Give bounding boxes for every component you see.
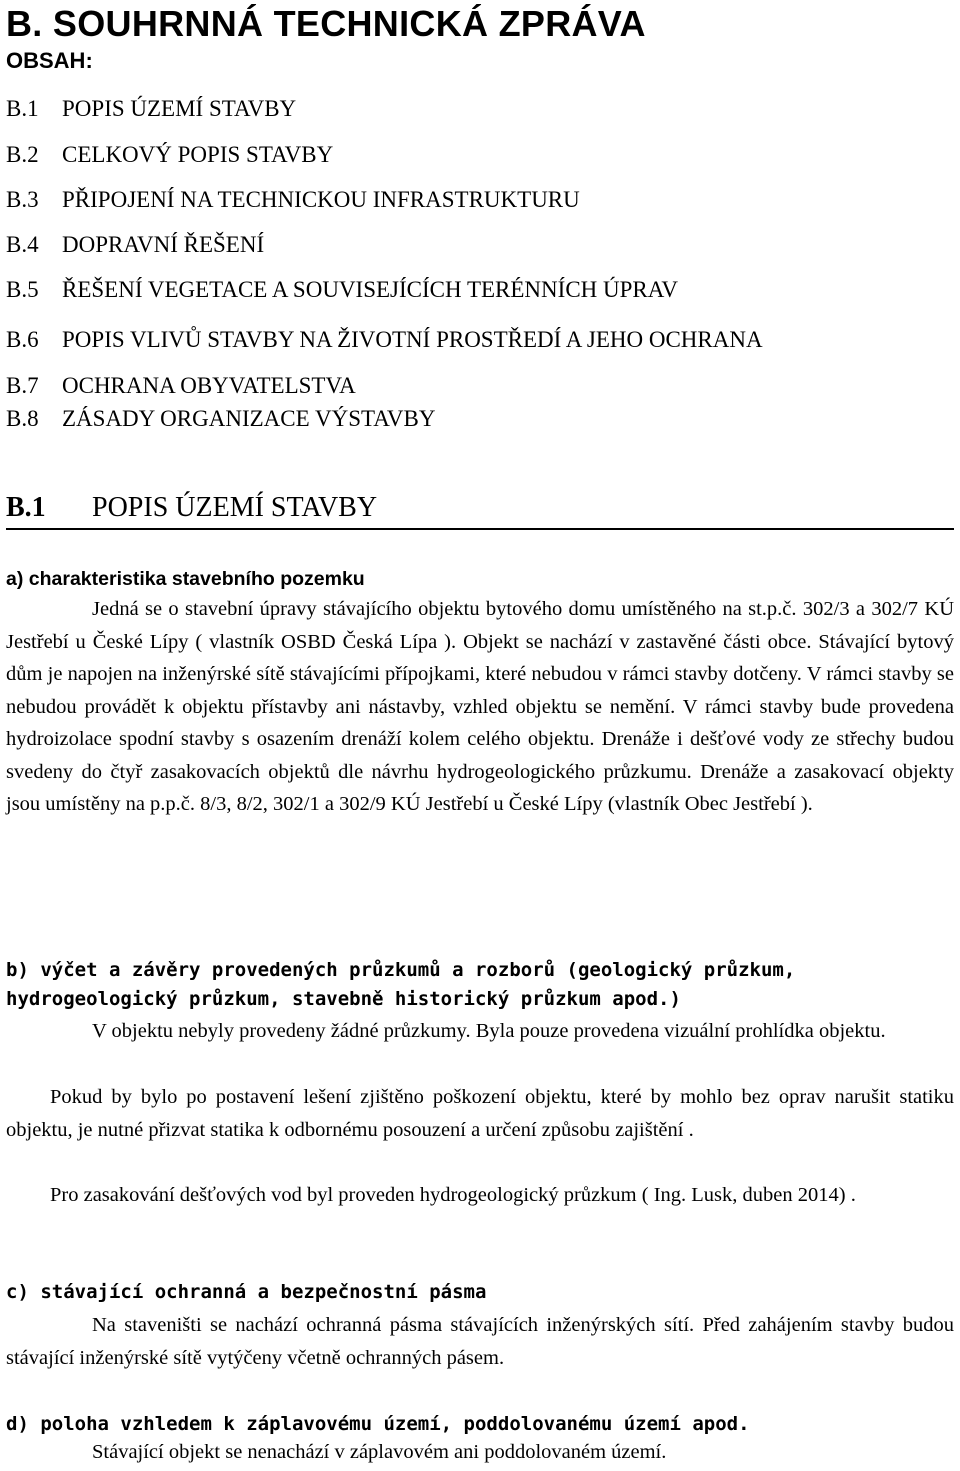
subsection-b-paragraph-2: Pokud by bylo po postavení lešení zjištěno poškození objektu, které by mohlo bez oprav narušit statiku objektu, je nutné přizvat statika k odbornému posouzení a určení způsobu zajištění . <box>6 1086 954 1141</box>
toc-item-label: POPIS ÚZEMÍ STAVBY <box>62 96 297 121</box>
toc-item-label: ŘEŠENÍ VEGETACE A SOUVISEJÍCÍCH TERÉNNÍCH ÚPRAV <box>62 277 679 302</box>
toc-item-number: B.7 <box>6 373 39 398</box>
section-title: POPIS ÚZEMÍ STAVBY <box>92 492 378 523</box>
subsection-b-paragraph-3: Pro zasakování dešťových vod byl proveden hydrogeologický průzkum ( Ing. Lusk, duben 2014) . <box>50 1184 856 1206</box>
toc-item-label: OCHRANA OBYVATELSTVA <box>62 373 356 398</box>
subsection-d-text: Stávající objekt se nenachází v záplavovém ani poddolovaném území. <box>92 1441 667 1463</box>
toc-item-label: PŘIPOJENÍ NA TECHNICKOU INFRASTRUKTURU <box>62 187 580 212</box>
toc-item-number: B.2 <box>6 142 39 167</box>
toc-item-number: B.3 <box>6 187 39 212</box>
subsection-b-heading: b) výčet a závěry provedených průzkumů a rozborů (geologický průzkum, hydrogeologický průzkum, stavebně historický průzkum apod.) <box>6 959 796 1010</box>
toc-item-label: DOPRAVNÍ ŘEŠENÍ <box>62 232 265 257</box>
subsection-a-heading: a) charakteristika stavebního pozemku <box>6 568 365 590</box>
toc-item-number: B.5 <box>6 277 39 302</box>
subsection-c-text: Na staveništi se nachází ochranná pásma stávajících inženýrských sítí. Před zahájením stavby budou stávající inženýrské sítě vytýčeny včetně ochranných pásem. <box>6 1314 954 1369</box>
subsection-b-paragraph-1: V objektu nebyly provedeny žádné průzkumy. Byla pouze provedena vizuální prohlídka objektu. <box>92 1020 886 1042</box>
subsection-d-heading: d) poloha vzhledem k záplavovému území, poddolovanému území apod. <box>6 1413 750 1435</box>
section-heading <box>6 488 954 530</box>
contents-label: OBSAH: <box>6 48 93 73</box>
toc-item-label: ZÁSADY ORGANIZACE VÝSTAVBY <box>62 406 436 431</box>
document-title: B. SOUHRNNÁ TECHNICKÁ ZPRÁVA <box>6 3 646 44</box>
toc-item-number: B.1 <box>6 96 39 121</box>
subsection-c-heading: c) stávající ochranná a bezpečnostní pásma <box>6 1281 487 1303</box>
toc-item-number: B.8 <box>6 406 39 431</box>
section-number: B.1 <box>6 492 46 523</box>
toc-item-label: POPIS VLIVŮ STAVBY NA ŽIVOTNÍ PROSTŘEDÍ A JEHO OCHRANA <box>62 327 763 352</box>
subsection-a-text: Jedná se o stavební úpravy stávajícího objektu bytového domu umístěného na st.p.č. 302/3 a 302/7 KÚ Jestřebí u České Lípy ( vlastník OSBD Česká Lípa ). Objekt se nachází v zastavěné části obce. Stávající bytový dům je napojen na inženýrské sítě stávajícími přípojkami, které nebudou v rámci stavby dotčeny. V rámci stavby se nebudou provádět k objektu přístavby ani nástavby, vzhled objektu se nemění. V rámci stavby bude provedena hydroizolace spodní stavby s osazením drenáží kolem celého objektu. Drenáže i dešťové vody ze střechy budou svedeny do čtyř zasakovacích objektů dle návrhu hydrogeologického průzkumu. Drenáže a zasakovací objekty jsou umístěny na p.p.č. 8/3, 8/2, 302/1 a 302/9 KÚ Jestřebí u České Lípy (vlastník Obec Jestřebí ). <box>6 598 954 815</box>
toc-item-label: CELKOVÝ POPIS STAVBY <box>62 142 334 167</box>
toc-item-number: B.4 <box>6 232 39 257</box>
toc-item-number: B.6 <box>6 327 39 352</box>
